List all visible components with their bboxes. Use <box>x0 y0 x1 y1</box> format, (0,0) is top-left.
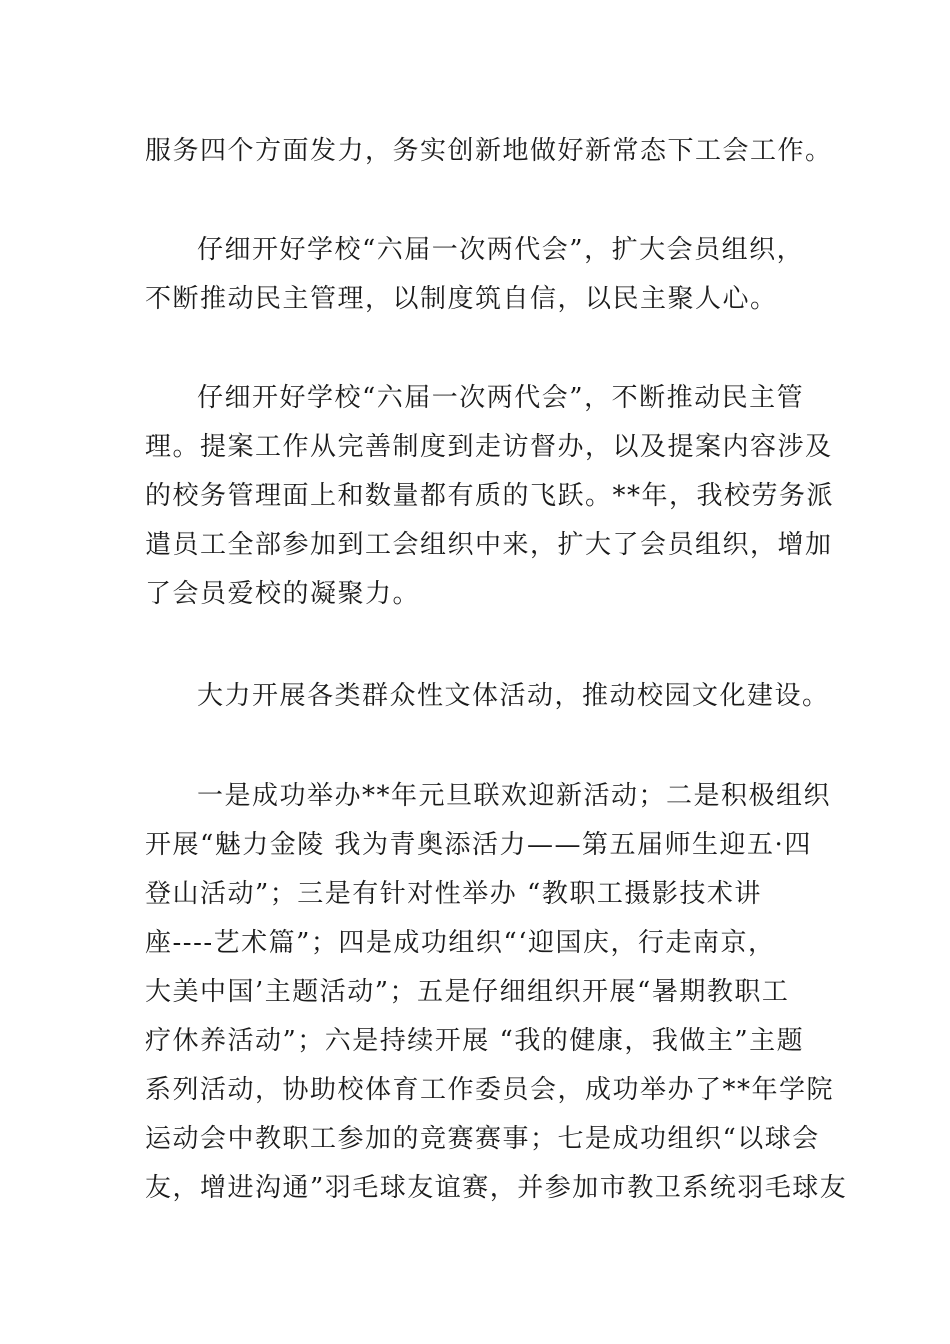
paragraph-line: 登山活动”；三是有针对性举办 “教职工摄影技术讲 <box>145 879 762 909</box>
paragraph-line: 了会员爱校的凝聚力。 <box>145 579 421 609</box>
paragraph-4 <box>145 672 830 721</box>
paragraph-5 <box>145 772 848 1213</box>
paragraph-line: 大美中国’主题活动”；五是仔细组织开展“暑期教职工 <box>145 977 790 1007</box>
paragraph-line: 友，增进沟通”羽毛球友谊赛，并参加市教卫系统羽毛球友 <box>145 1173 848 1203</box>
paragraph-line: 理。提案工作从完善制度到走访督办，以及提案内容涉及 <box>145 432 833 462</box>
paragraph-2 <box>145 226 807 324</box>
paragraph-line: 仔细开好学校“六届一次两代会”，不断推动民主管 <box>197 383 805 413</box>
paragraph-line: 开展“魅力金陵 我为青奥添活力——第五届师生迎五·四 <box>145 830 812 860</box>
paragraph-line: 不断推动民主管理，以制度筑自信，以民主聚人心。 <box>145 284 778 314</box>
paragraph-line: 的校务管理面上和数量都有质的飞跃。**年，我校劳务派 <box>145 481 835 511</box>
paragraph-line: 遣员工全部参加到工会组织中来，扩大了会员组织，增加 <box>145 530 833 560</box>
paragraph-3 <box>145 374 835 619</box>
paragraph-line: 大力开展各类群众性文体活动，推动校园文化建设。 <box>197 681 830 711</box>
paragraph-line: 座----艺术篇”；四是成功组织“‘迎国庆，行走南京， <box>145 928 776 958</box>
paragraph-1 <box>145 127 833 176</box>
paragraph-line: 疗休养活动”；六是持续开展 “我的健康，我做主”主题 <box>145 1026 805 1056</box>
paragraph-line: 服务四个方面发力，务实创新地做好新常态下工会工作。 <box>145 136 833 166</box>
paragraph-line: 一是成功举办**年元旦联欢迎新活动；二是积极组织 <box>197 781 832 811</box>
paragraph-line: 仔细开好学校“六届一次两代会”，扩大会员组织， <box>197 235 805 265</box>
paragraph-line: 系列活动，协助校体育工作委员会，成功举办了**年学院 <box>145 1075 835 1105</box>
paragraph-line: 运动会中教职工参加的竞赛赛事；七是成功组织“以球会 <box>145 1124 820 1154</box>
